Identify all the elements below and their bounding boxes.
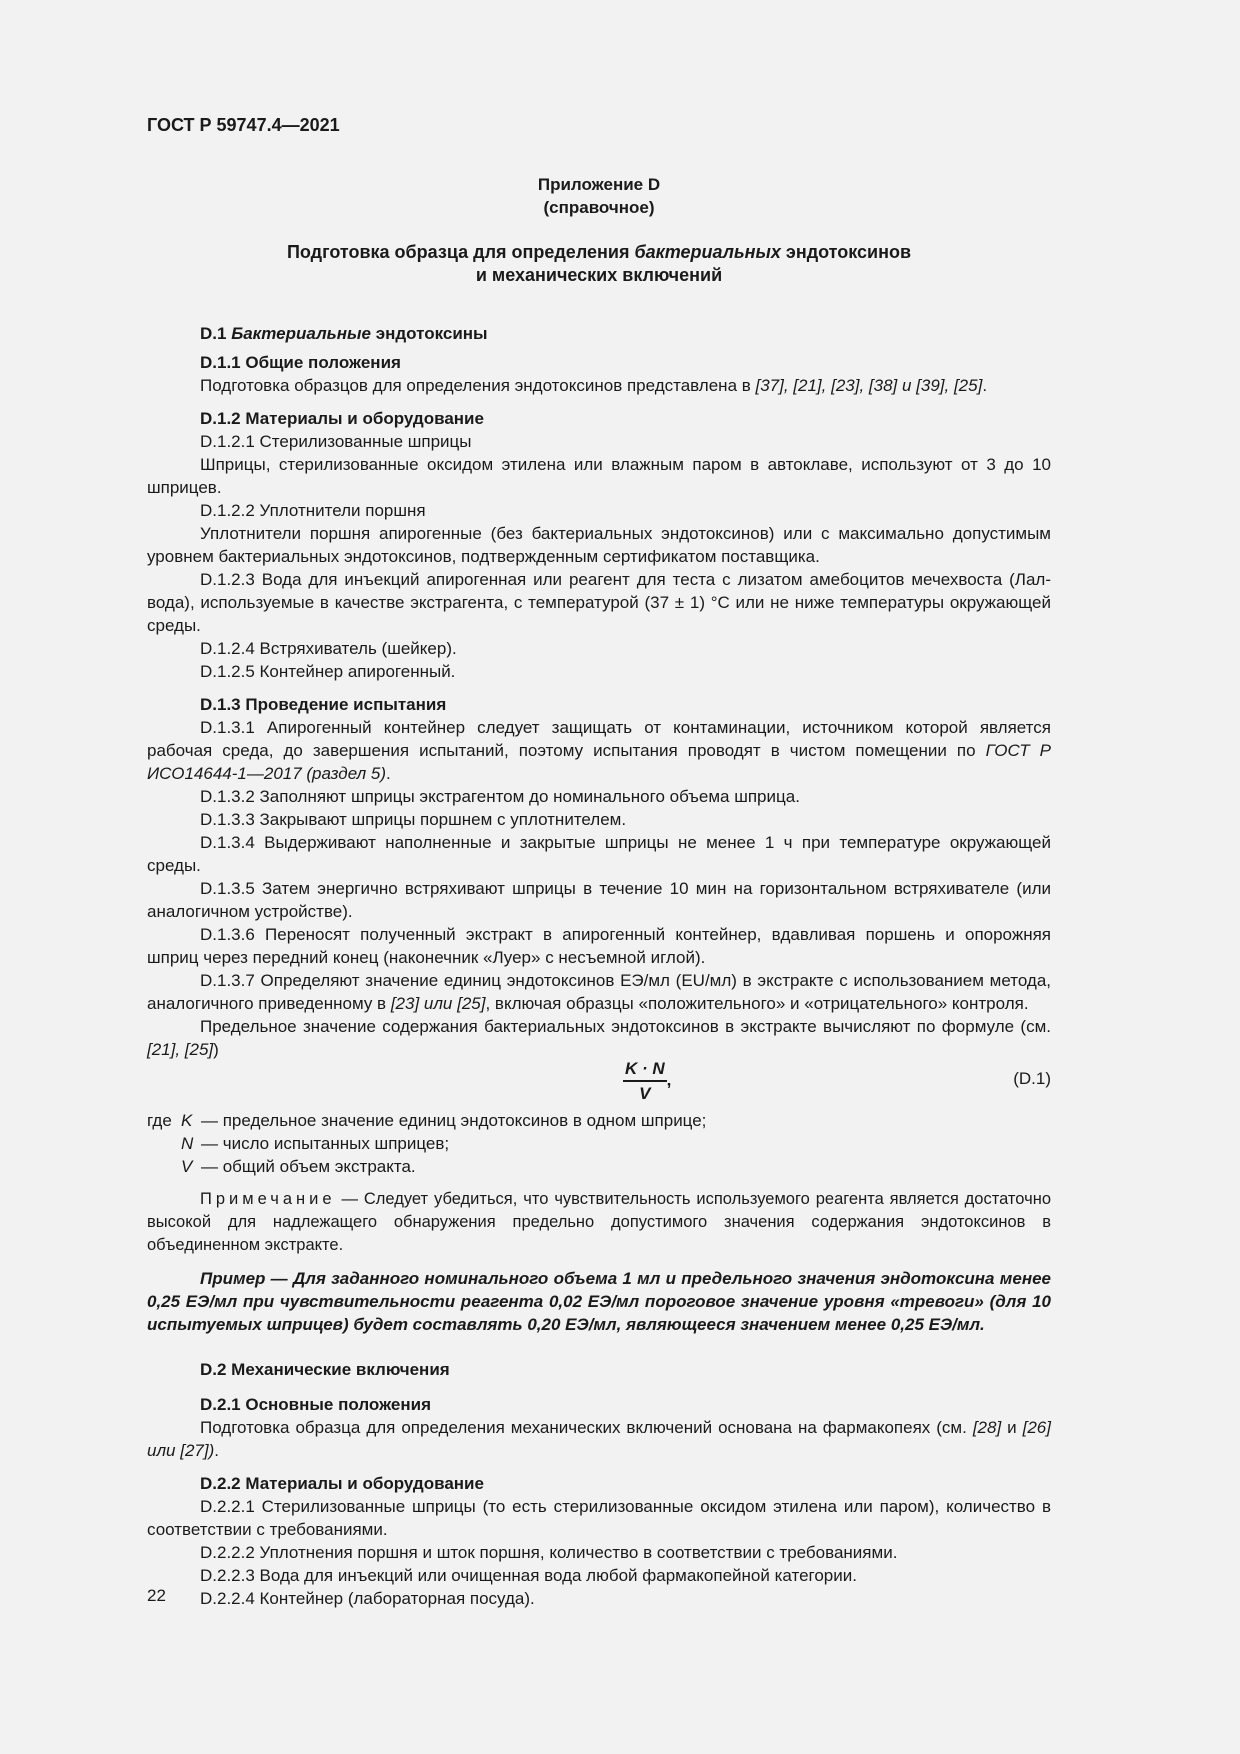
example: Пример — Для заданного номинального объема 1 мл и предельного значения эндотоксина менее 0,25 ЕЭ/мл при чувствительности реагента 0,02 ЕЭ/мл пороговое значение уровня «тревоги» (для 10 испытуемых шприцев) будет составлять 0,20 ЕЭ/мл, являющееся значением менее 0,25 ЕЭ/мл. <box>147 1269 1051 1334</box>
para-d135: D.1.3.5 Затем энергично встряхивают шприцы в течение 10 мин на горизонтальном встряхивателе (или аналогичном устройстве). <box>147 879 1051 921</box>
para-d132: D.1.3.2 Заполняют шприцы экстрагентом до номинального объема шприца. <box>200 787 800 806</box>
para-d125: D.1.2.5 Контейнер апирогенный. <box>200 662 456 681</box>
formula-comma: , <box>666 1070 672 1090</box>
formula-label: (D.1) <box>1013 1069 1051 1088</box>
where-row: N — число испытанных шприцев; <box>181 1134 450 1153</box>
para-d11: Подготовка образцов для определения эндотоксинов представлена в [37], [21], [23], [38] и [39], [25]. <box>200 376 988 395</box>
para-d131: D.1.3.1 Апирогенный контейнер следует защищать от контаминации, источником которой является рабочая среда, до завершения испытаний, поэтому испытания проводят в чистом помещении по ГОСТ Р ИСО14644-1—2017 (раздел 5). <box>147 718 1051 783</box>
para-d222: D.2.2.2 Уплотнения поршня и шток поршня, количество в соответствии с требованиями. <box>200 1543 898 1562</box>
formula-denominator: V <box>639 1084 651 1103</box>
heading-d12: D.1.2 Материалы и оборудование <box>200 409 484 428</box>
para-d122: D.1.2.2 Уплотнители поршня <box>200 501 426 520</box>
section-d1 <box>147 322 1051 1610</box>
formula-row <box>147 1061 1051 1107</box>
para-d121: D.1.2.1 Стерилизованные шприцы <box>200 432 472 451</box>
heading-part: Подготовка образца для определения <box>286 242 635 262</box>
para-d224: D.2.2.4 Контейнер (лабораторная посуда). <box>200 1589 535 1608</box>
para-d123: D.1.2.3 Вода для инъекций апирогенная или реагент для теста с лизатом амебоцитов мечехвоста (Лал-вода), используемые в качестве экстрагента, с температурой (37 ± 1) °С или не ниже температуры окружающей среды. <box>147 570 1051 635</box>
para-d133: D.1.3.3 Закрывают шприцы поршнем с уплотнителем. <box>200 810 627 829</box>
para-d134: D.1.3.4 Выдерживают наполненные и закрытые шприцы не менее 1 ч при температуре окружающей среды. <box>147 833 1051 875</box>
para-d137: D.1.3.7 Определяют значение единиц эндотоксинов ЕЭ/мл (EU/мл) в экстракте с использованием метода, аналогичного приведенному в [23] или [25], включая образцы «положительного» и «отрицательного» контроля. <box>147 971 1051 1013</box>
annex-kind: (справочное) <box>543 198 655 217</box>
doc-header: ГОСТ Р 59747.4—2021 <box>147 115 340 135</box>
where-row: где K — предельное значение единиц эндотоксинов в одном шприце; <box>147 1111 707 1130</box>
annex-title-block <box>147 173 1051 219</box>
heading-d22: D.2.2 Материалы и оборудование <box>200 1474 484 1493</box>
where-list <box>147 1109 706 1178</box>
heading-italic: бактериальных <box>634 242 781 262</box>
para-d21: Подготовка образца для определения механических включений основана на фармакопеях (см. [28] и [26] или [27]). <box>147 1418 1051 1460</box>
heading-line2: и механических включений <box>475 265 723 285</box>
heading-d1: D.1 Бактериальные эндотоксины <box>200 324 488 343</box>
para-d124: D.1.2.4 Встряхиватель (шейкер). <box>200 639 457 658</box>
heading-d11: D.1.1 Общие положения <box>200 353 401 372</box>
annex-heading <box>147 241 1051 287</box>
heading-d2: D.2 Механические включения <box>200 1360 450 1379</box>
annex-title: Приложение D <box>537 175 661 194</box>
para-d223: D.2.2.3 Вода для инъекций или очищенная вода любой фармакопейной категории. <box>200 1566 857 1585</box>
page-number: 22 <box>147 1586 166 1605</box>
para-d221: D.2.2.1 Стерилизованные шприцы (то есть стерилизованные оксидом этилена или паром), количество в соответствии с требованиями. <box>147 1497 1051 1539</box>
para-limit: Предельное значение содержания бактериальных эндотоксинов в экстракте вычисляют по формуле (см. [21], [25]) <box>147 1017 1051 1059</box>
fraction <box>623 1057 667 1105</box>
para-d121b: Шприцы, стерилизованные оксидом этилена или влажным паром в автоклаве, используют от 3 до 10 шприцев. <box>147 455 1051 497</box>
where-row: V — общий объем экстракта. <box>181 1157 416 1176</box>
formula <box>623 1057 671 1105</box>
para-d122b: Уплотнители поршня апирогенные (без бактериальных эндотоксинов) или с максимально допустимым уровнем бактериальных эндотоксинов, подтвержденным сертификатом поставщика. <box>147 524 1051 566</box>
heading-d13: D.1.3 Проведение испытания <box>200 695 447 714</box>
heading-part: эндотоксинов <box>780 242 912 262</box>
para-d136: D.1.3.6 Переносят полученный экстракт в апирогенный контейнер, вдавливая поршень и опорожняя шприц через передний конец (наконечник «Луер» с несъемной иглой). <box>147 925 1051 967</box>
heading-d21: D.2.1 Основные положения <box>200 1395 431 1414</box>
note: Примечание — Следует убедиться, что чувствительность используемого реагента является достаточно высокой для надлежащего обнаружения предельно допустимого значения содержания эндотоксинов в объединенном экстракте. <box>147 1190 1051 1254</box>
formula-numerator: K · N <box>623 1057 667 1082</box>
